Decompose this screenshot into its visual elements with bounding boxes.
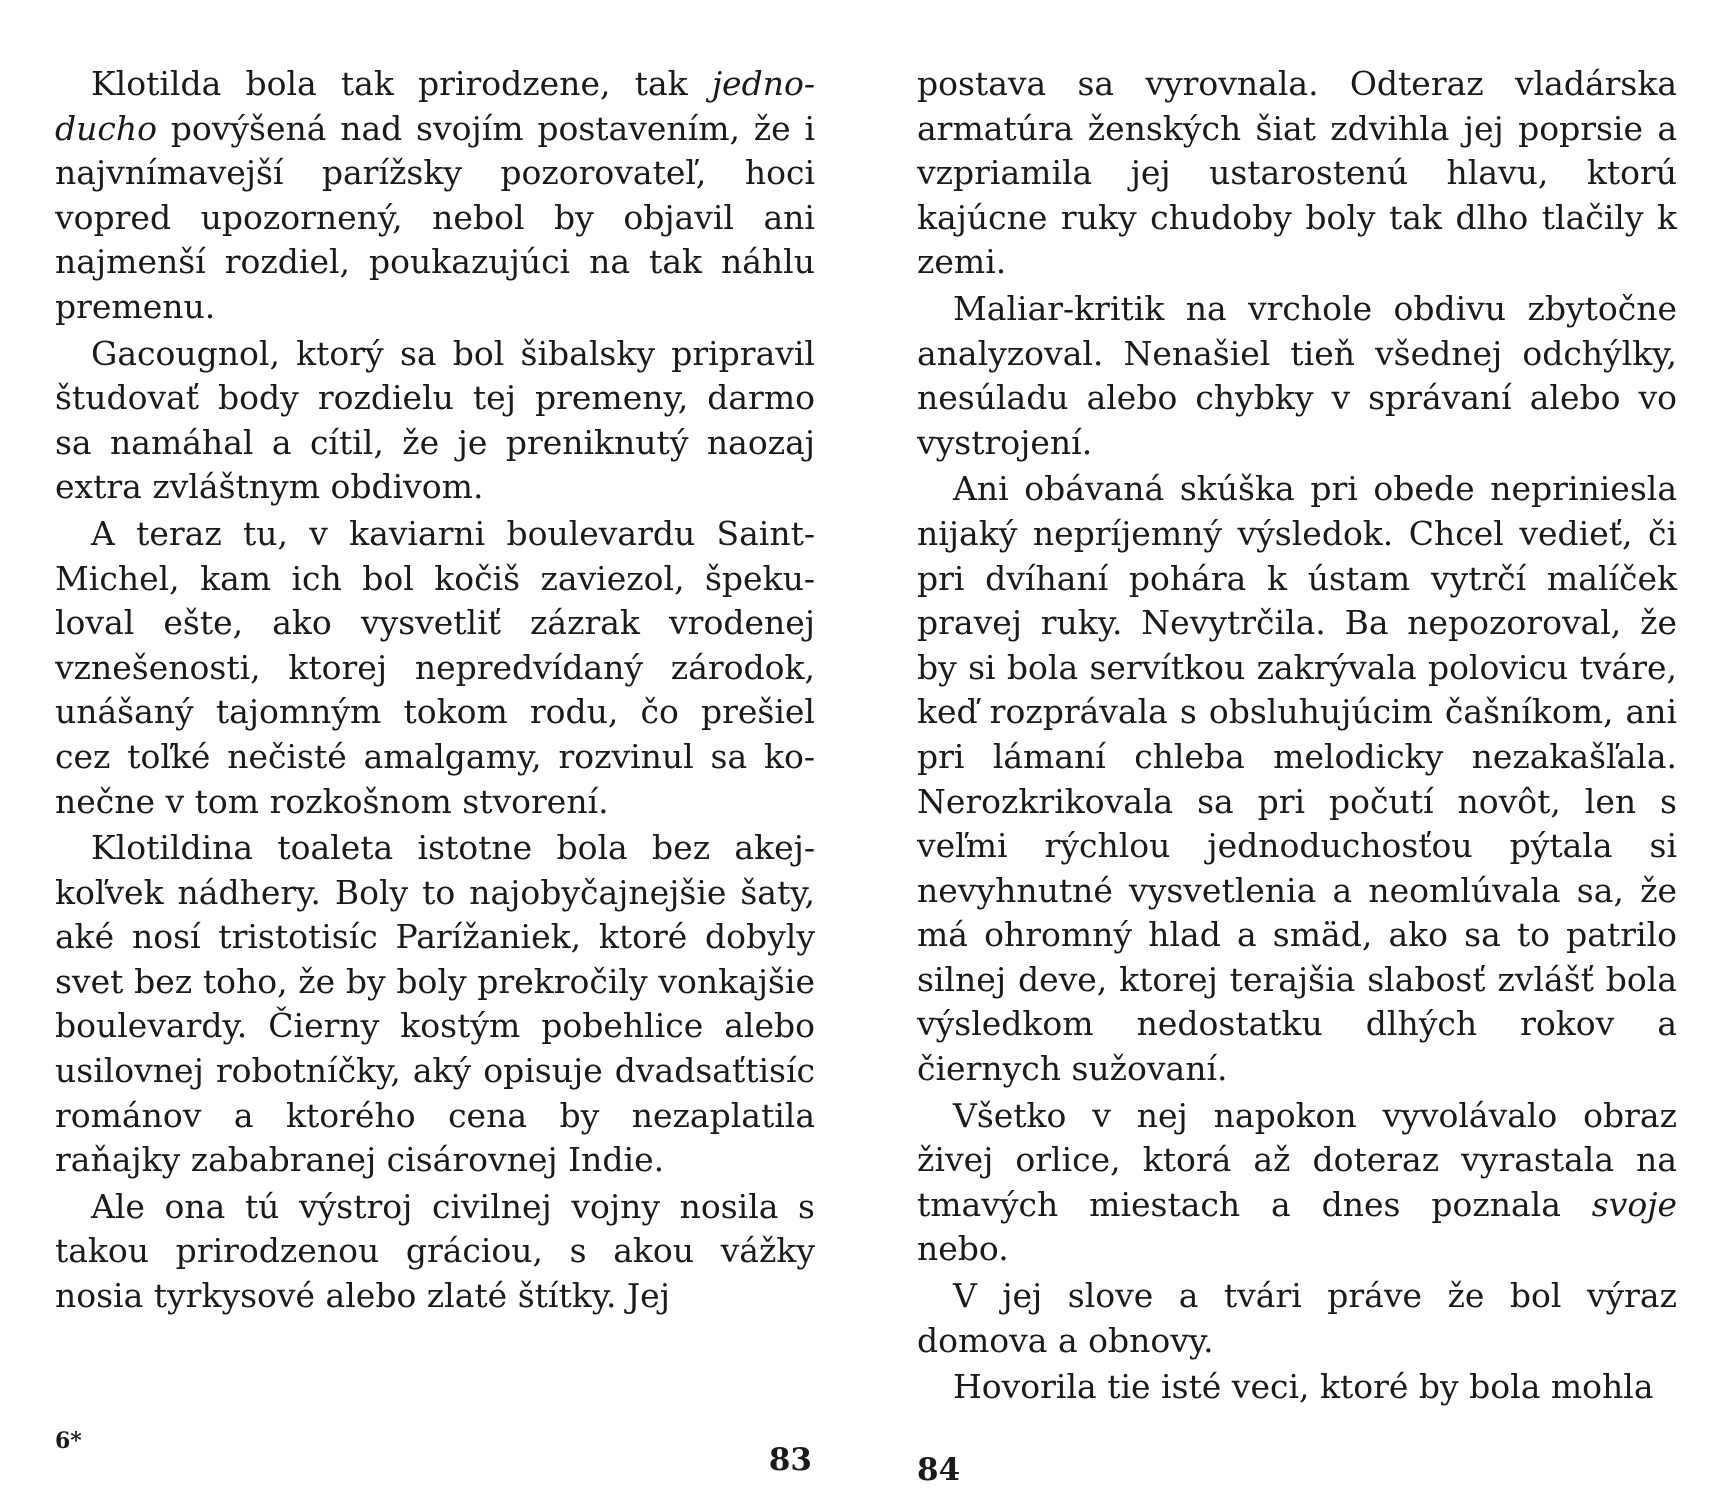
paragraph <box>55 512 815 824</box>
paragraph-text: Klotilda bola tak prirodzene, tak <box>91 64 712 103</box>
paragraph-text: nebo. <box>917 1229 1009 1269</box>
paragraph-text: Hovorila tie isté veci, ktoré by bola mohla <box>953 1367 1654 1407</box>
right-page-text <box>917 62 1677 1412</box>
paragraph-text: Ale ona tú výstroj civilnej vojny nosila s takou prirodzenou gráciou, s akou vážky nosia tyrkysové alebo zlaté štítky. Jej <box>55 1186 815 1316</box>
paragraph-text: A teraz tu, v kaviarni boulevardu Saint-Michel, kam ich bol kočiš zaviezol, špekuloval ešte, ako vysvetliť zázrak vrodenej vznešenosti, ktorej nepredvídaný zárodok, unášaný tajomným tokom rodu, čo prešiel cez toľké nečisté amalgamy, rozvinul sa konečne v tom rozkošnom stvorení. <box>55 513 815 821</box>
paragraph-text: V jej slove a tvári práve že bol výraz domova a obnovy. <box>917 1276 1677 1360</box>
signature-mark: 6* <box>55 1428 82 1454</box>
paragraph <box>55 62 815 330</box>
page-number-left: 83 <box>768 1442 812 1478</box>
paragraph <box>917 287 1677 465</box>
left-page-text <box>55 62 815 1321</box>
paragraph <box>55 332 815 510</box>
paragraph <box>917 467 1677 1091</box>
paragraph <box>917 1094 1677 1272</box>
emphasized-text: jednoducho <box>55 64 815 148</box>
right-page <box>857 0 1714 1500</box>
paragraph-text: povýšená nad svojím postavením, že i najvnímavejší parížsky pozorovateľ, hoci vopred upozornený, nebol by objavil ani najmenší rozdiel, poukazujúci na tak náhlu premenu. <box>55 108 815 326</box>
paragraph <box>917 62 1677 285</box>
paragraph-text: Gacougnol, ktorý sa bol šibalsky pripravil študovať body rozdielu tej premeny, darmo sa namáhal a cítil, že je preniknutý naozaj extra zvláštnym obdivom. <box>55 333 815 507</box>
paragraph-text: postava sa vyrovnala. Odteraz vladárska armatúra ženských šiat zdvihla jej poprsie a vzpriamila jej ustarostenú hlavu, ktorú kajúcne ruky chudoby boly tak dlho tlačily k zemi. <box>917 64 1677 282</box>
paragraph-text: Maliar-kritik na vrchole obdivu zbytočne analyzoval. Nenašiel tieň všednej odchýlky, nesúladu alebo chybky v správaní alebo vo vystrojení. <box>917 288 1677 462</box>
paragraph-text: Všetko v nej napokon vyvolávalo obraz živej orlice, ktorá až doteraz vyrastala na tmavých miestach a dnes poznala <box>917 1095 1677 1224</box>
paragraph <box>917 1365 1677 1410</box>
page-number-right: 84 <box>917 1452 961 1488</box>
paragraph-text: Klotildina toaleta istotne bola bez akejkoľvek nádhery. Boly to najobyčajnejšie šaty, aké nosí tristotisíc Parížaniek, ktoré dobyly svet bez toho, že by boly prekročily vonkajšie boulevardy. Čierny kostým pobehlice alebo usilovnej robotníčky, aký opisuje dvadsaťtisíc románov a ktorého cena by nezaplatila raňajky zababranej cisárovnej Indie. <box>55 828 815 1180</box>
paragraph <box>55 1185 815 1319</box>
paragraph-text: Ani obávaná skúška pri obede nepriniesla nijaký nepríjemný výsledok. Chcel vedieť, či pri dvíhaní pohára k ústam vytrčí malíček pravej ruky. Nevytrčila. Ba nepozoroval, že by si bola servítkou zakrývala polovicu tváre, keď rozprávala s obsluhujúcim čašníkom, ani pri lámaní chleba melodicky nezakašľala. Nerozkrikovala sa pri počutí novôt, len s veľmi rýchlou jednoduchosťou pýtala si nevyhnutné vysvetlenia a neomlúvala sa, že má ohromný hlad a smäd, ako sa to patrilo silnej deve, ktorej terajšia slabosť zvlášť bola výsledkom nedostatku dlhých rokov a čiernych sužovaní. <box>917 469 1677 1089</box>
paragraph <box>55 826 815 1183</box>
emphasized-text: svoje <box>1591 1184 1677 1224</box>
paragraph <box>917 1274 1677 1363</box>
